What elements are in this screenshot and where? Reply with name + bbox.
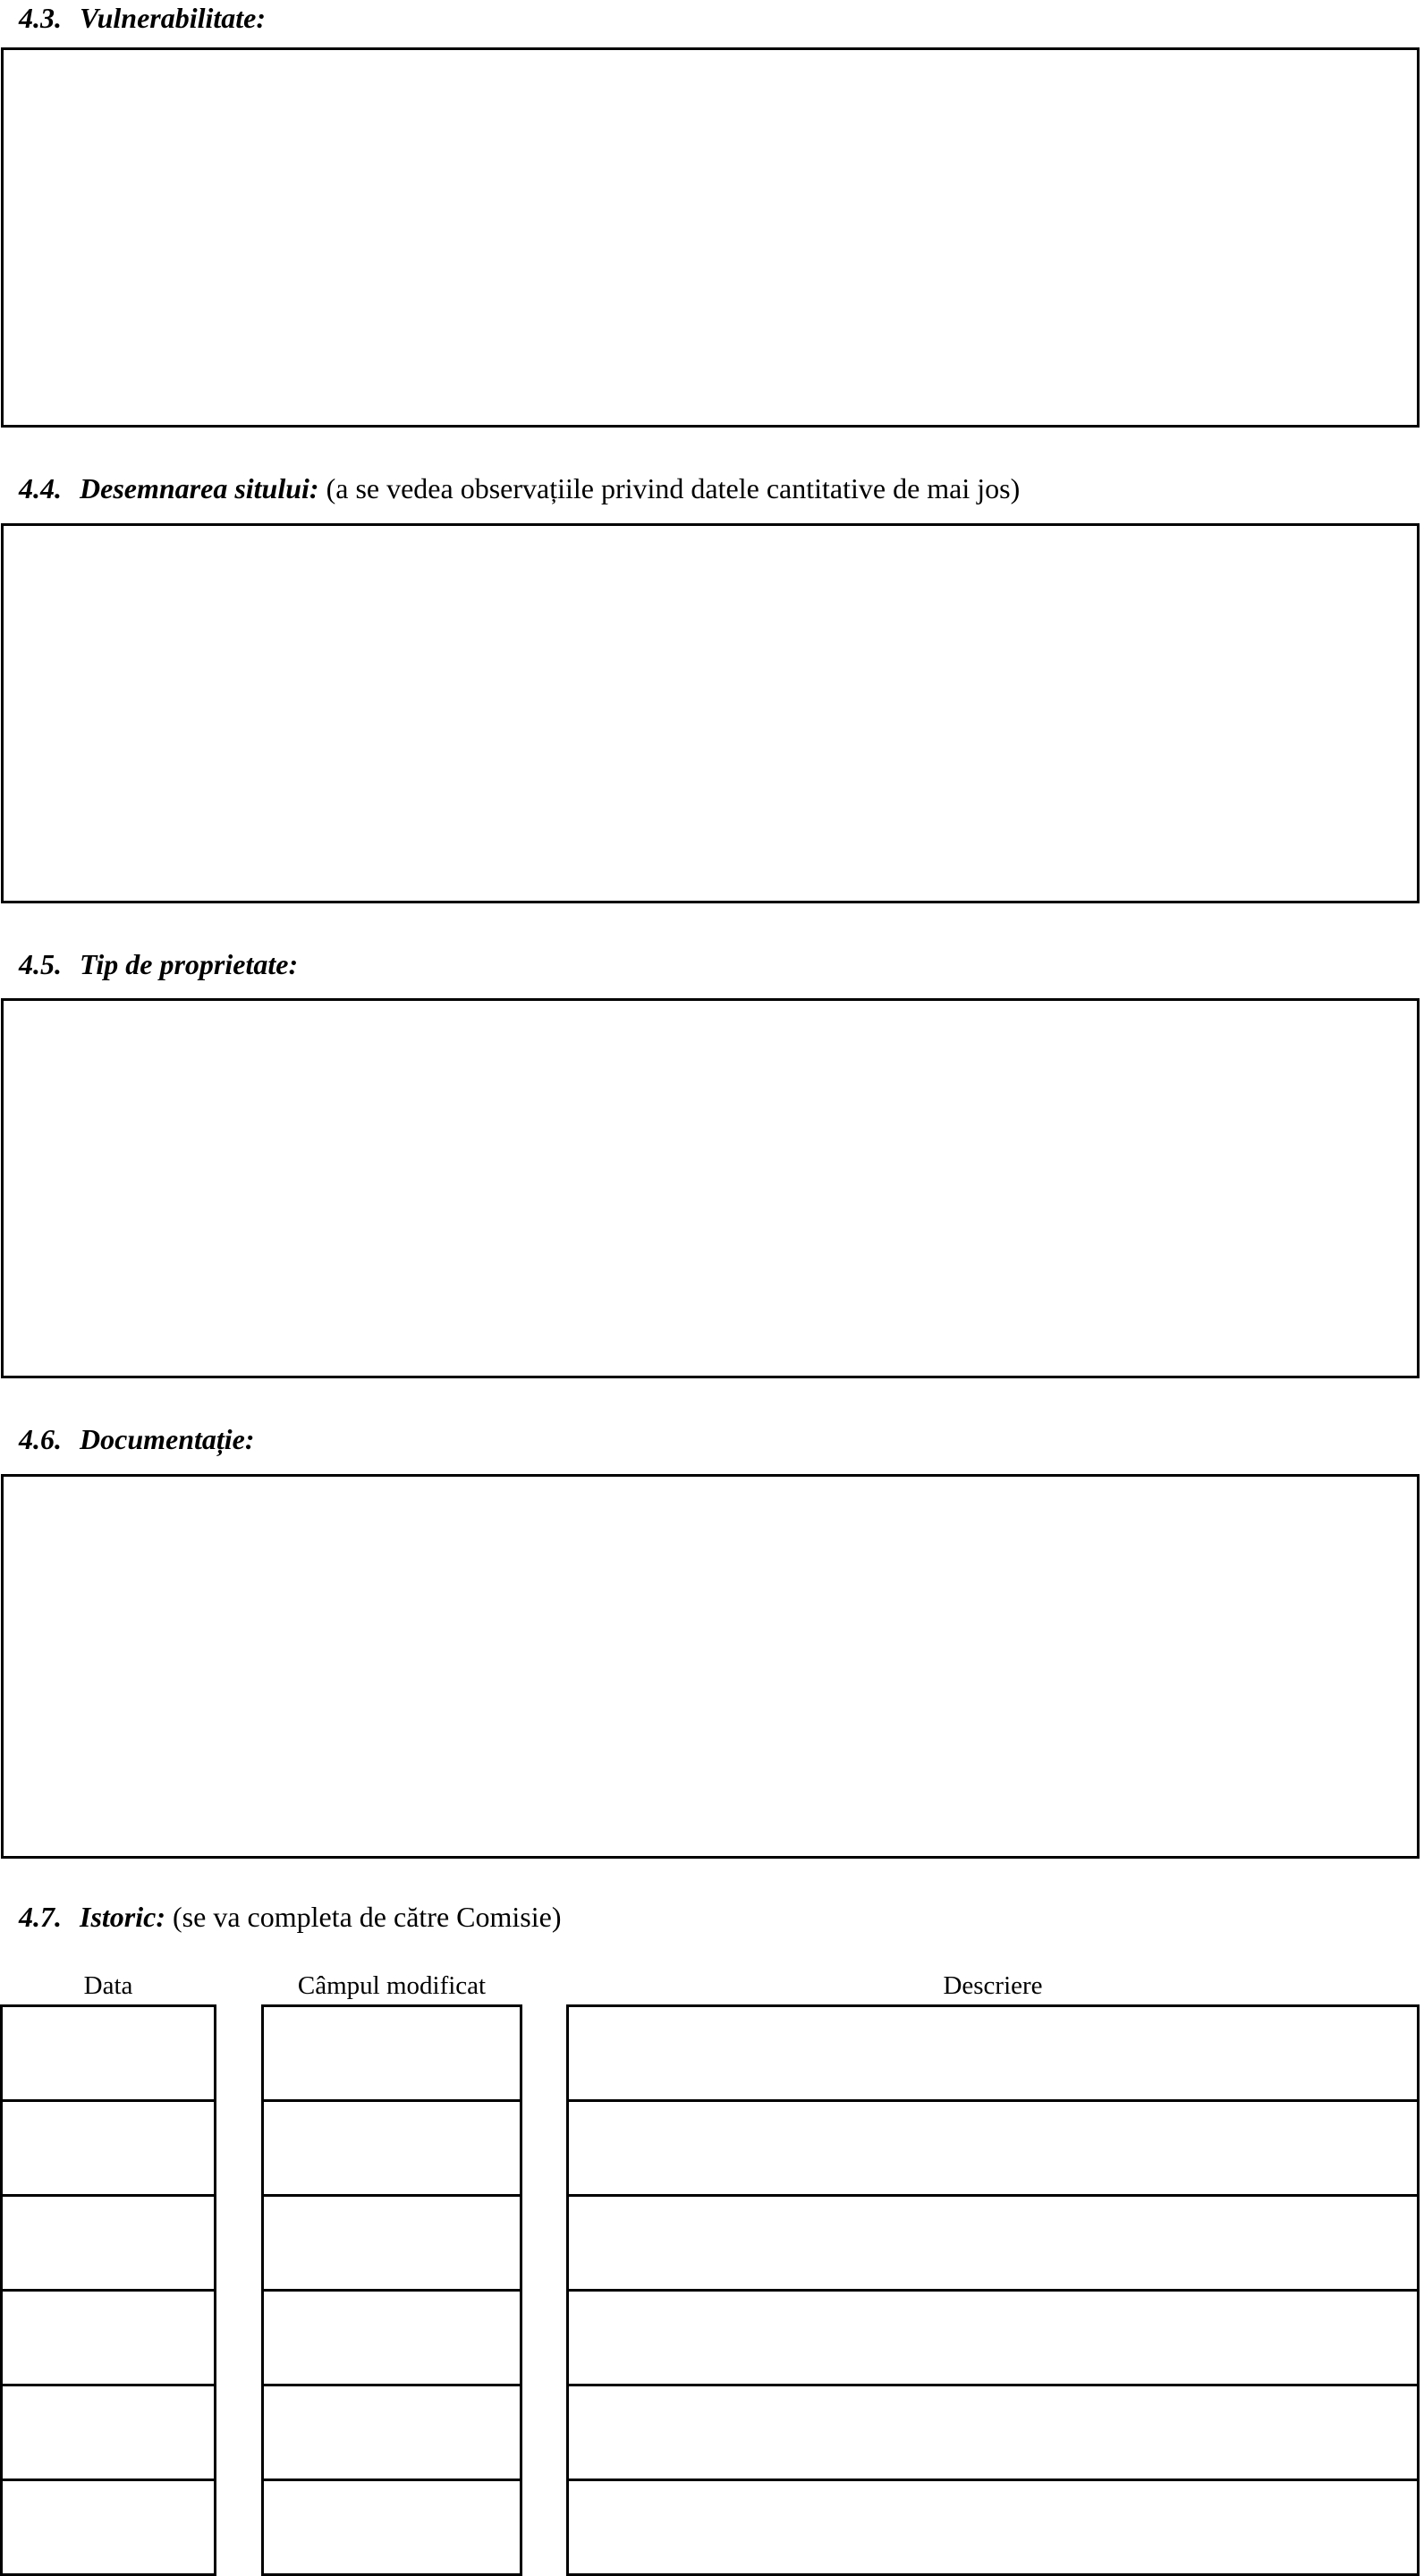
section-number: 4.3. — [19, 2, 62, 34]
history-cell-description[interactable] — [566, 2099, 1420, 2197]
section-heading-ownership-type — [19, 946, 298, 982]
section-title: Tip de proprietate: — [80, 948, 299, 980]
history-cell-field-changed[interactable] — [261, 2099, 522, 2197]
history-cell-description[interactable] — [566, 2194, 1420, 2292]
section-title: Istoric: — [80, 1901, 165, 1933]
history-col-header-description: Descriere — [943, 1971, 1043, 2000]
section-note: (a se vedea observațiile privind datele cantitative de mai jos) — [326, 472, 1021, 504]
history-cell-description[interactable] — [566, 2384, 1420, 2481]
section-number: 4.5. — [19, 948, 62, 980]
section-title: Desemnarea sitului: — [80, 472, 319, 504]
section-heading-documentation — [19, 1421, 255, 1457]
section-heading-vulnerability — [19, 0, 266, 36]
history-cell-description[interactable] — [566, 2479, 1420, 2576]
section-number: 4.4. — [19, 472, 62, 504]
history-col-header-date: Data — [83, 1971, 133, 2000]
history-cell-field-changed[interactable] — [261, 2479, 522, 2576]
history-cell-description[interactable] — [566, 2004, 1420, 2102]
history-cell-date[interactable] — [0, 2099, 216, 2197]
history-cell-field-changed[interactable] — [261, 2384, 522, 2481]
history-cell-field-changed[interactable] — [261, 2004, 522, 2102]
section-title: Documentație: — [80, 1423, 255, 1455]
history-col-header-field-changed: Câmpul modificat — [297, 1971, 487, 2000]
history-cell-date[interactable] — [0, 2194, 216, 2292]
history-cell-date[interactable] — [0, 2384, 216, 2481]
history-cell-field-changed[interactable] — [261, 2194, 522, 2292]
vulnerability-field[interactable] — [1, 47, 1420, 428]
site-designation-field[interactable] — [1, 523, 1420, 903]
history-cell-date[interactable] — [0, 2004, 216, 2102]
documentation-field[interactable] — [1, 1474, 1420, 1859]
history-cell-field-changed[interactable] — [261, 2289, 522, 2386]
section-heading-history — [19, 1899, 561, 1935]
ownership-type-field[interactable] — [1, 998, 1420, 1378]
history-cell-description[interactable] — [566, 2289, 1420, 2386]
section-title: Vulnerabilitate: — [80, 2, 267, 34]
section-number: 4.6. — [19, 1423, 62, 1455]
section-number: 4.7. — [19, 1901, 62, 1933]
section-note: (se va completa de către Comisie) — [173, 1901, 562, 1933]
history-cell-date[interactable] — [0, 2289, 216, 2386]
section-heading-site-designation — [19, 470, 1020, 506]
history-cell-date[interactable] — [0, 2479, 216, 2576]
